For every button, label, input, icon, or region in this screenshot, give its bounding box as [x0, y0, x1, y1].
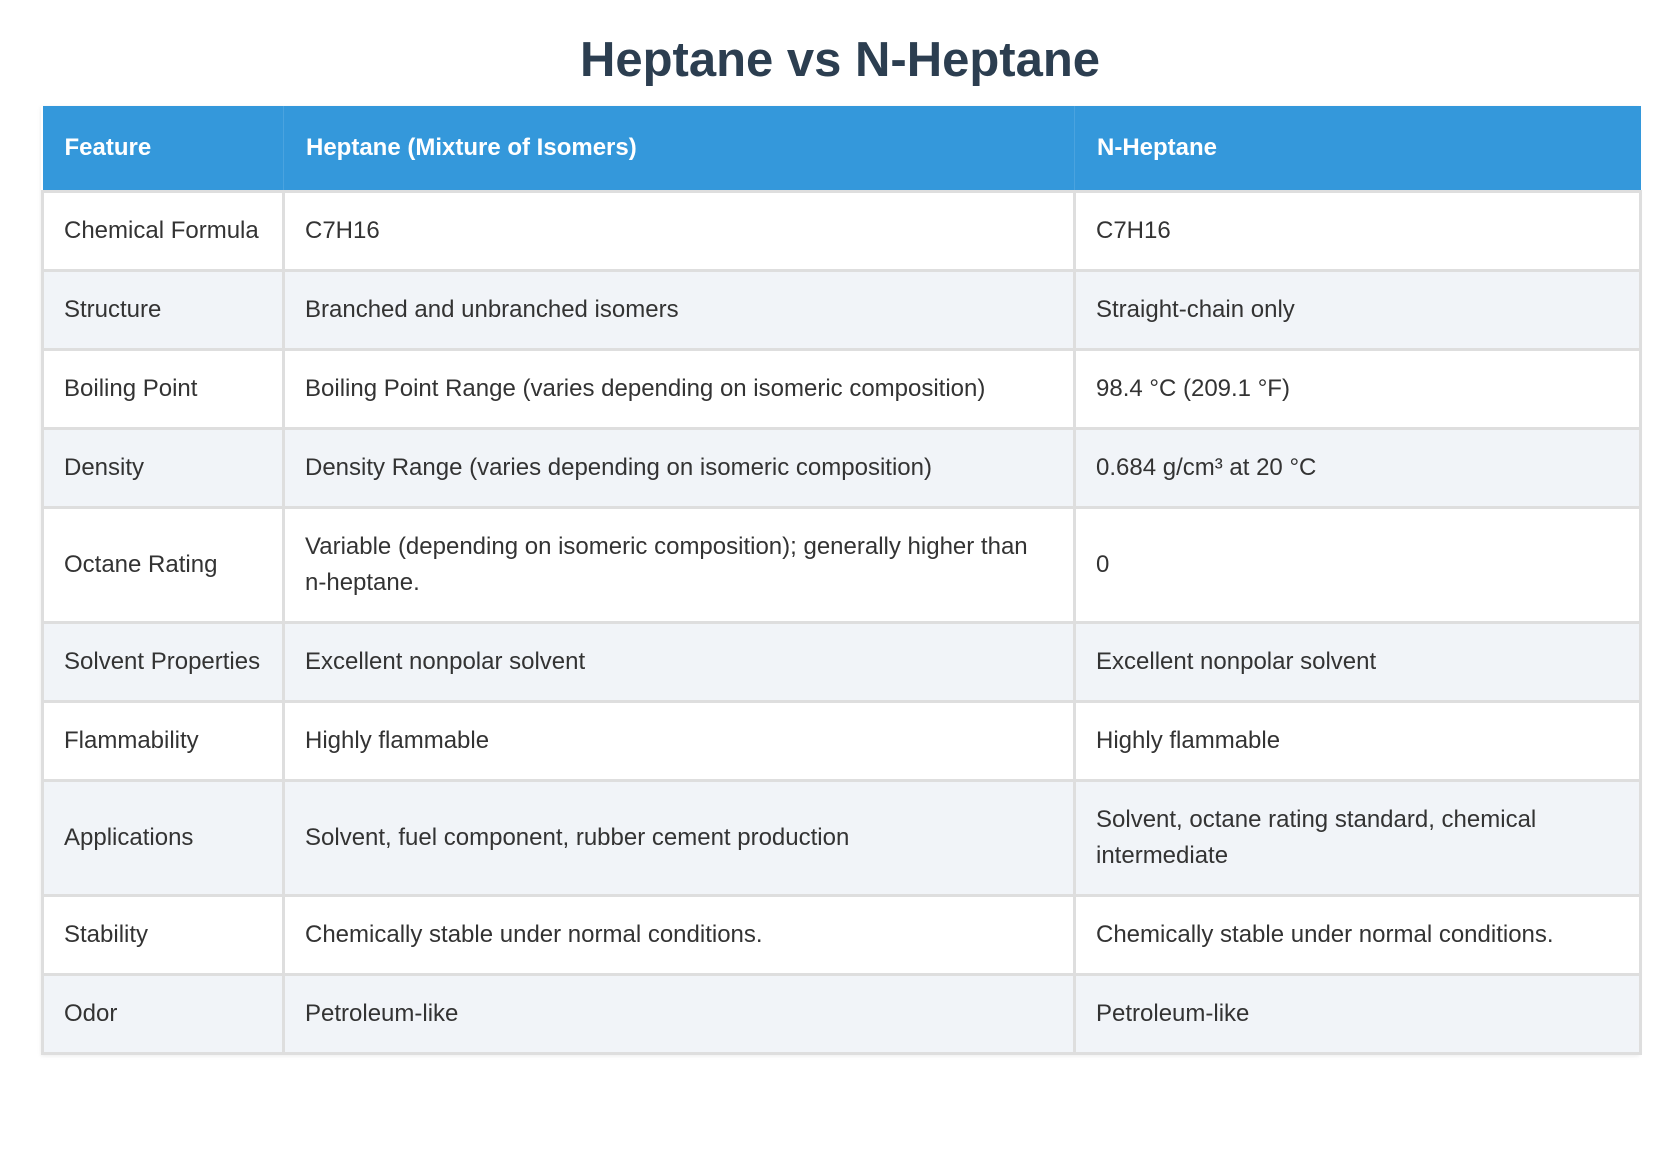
feature-cell: Structure — [43, 270, 284, 349]
table-row — [43, 780, 1641, 895]
feature-cell: Chemical Formula — [43, 191, 284, 270]
heptane-cell: Highly flammable — [284, 701, 1075, 780]
table-body — [43, 191, 1641, 1053]
comparison-table-container — [41, 106, 1639, 1055]
n-heptane-cell: Petroleum-like — [1075, 974, 1641, 1053]
feature-cell: Density — [43, 428, 284, 507]
table-row — [43, 622, 1641, 701]
n-heptane-cell: Straight-chain only — [1075, 270, 1641, 349]
page-title: Heptane vs N-Heptane — [579, 33, 1101, 87]
table-row — [43, 895, 1641, 974]
n-heptane-cell: Excellent nonpolar solvent — [1075, 622, 1641, 701]
table-row — [43, 349, 1641, 428]
n-heptane-cell: 0 — [1075, 507, 1641, 622]
table-row — [43, 974, 1641, 1053]
heptane-cell: C7H16 — [284, 191, 1075, 270]
heptane-cell: Petroleum-like — [284, 974, 1075, 1053]
table-row — [43, 270, 1641, 349]
n-heptane-cell: 98.4 °C (209.1 °F) — [1075, 349, 1641, 428]
feature-cell: Flammability — [43, 701, 284, 780]
n-heptane-cell: Highly flammable — [1075, 701, 1641, 780]
table-row — [43, 428, 1641, 507]
heptane-cell: Density Range (varies depending on isomeric composition) — [284, 428, 1075, 507]
feature-cell: Stability — [43, 895, 284, 974]
table-row — [43, 191, 1641, 270]
n-heptane-cell: Solvent, octane rating standard, chemical intermediate — [1075, 780, 1641, 895]
header-row — [43, 106, 1641, 191]
table-row — [43, 507, 1641, 622]
feature-cell: Applications — [43, 780, 284, 895]
feature-cell: Solvent Properties — [43, 622, 284, 701]
heptane-cell: Solvent, fuel component, rubber cement production — [284, 780, 1075, 895]
header-feature: Feature — [43, 106, 284, 191]
feature-cell: Odor — [43, 974, 284, 1053]
heptane-cell: Boiling Point Range (varies depending on isomeric composition) — [284, 349, 1075, 428]
heptane-cell: Chemically stable under normal conditions. — [284, 895, 1075, 974]
comparison-table — [41, 106, 1642, 1055]
feature-cell: Octane Rating — [43, 507, 284, 622]
heptane-cell: Branched and unbranched isomers — [284, 270, 1075, 349]
feature-cell: Boiling Point — [43, 349, 284, 428]
header-n-heptane: N-Heptane — [1075, 106, 1641, 191]
n-heptane-cell: Chemically stable under normal conditions. — [1075, 895, 1641, 974]
n-heptane-cell: 0.684 g/cm³ at 20 °C — [1075, 428, 1641, 507]
table-header — [43, 106, 1641, 191]
heptane-cell: Excellent nonpolar solvent — [284, 622, 1075, 701]
table-row — [43, 701, 1641, 780]
n-heptane-cell: C7H16 — [1075, 191, 1641, 270]
header-heptane: Heptane (Mixture of Isomers) — [284, 106, 1075, 191]
heptane-cell: Variable (depending on isomeric composition); generally higher than n-heptane. — [284, 507, 1075, 622]
